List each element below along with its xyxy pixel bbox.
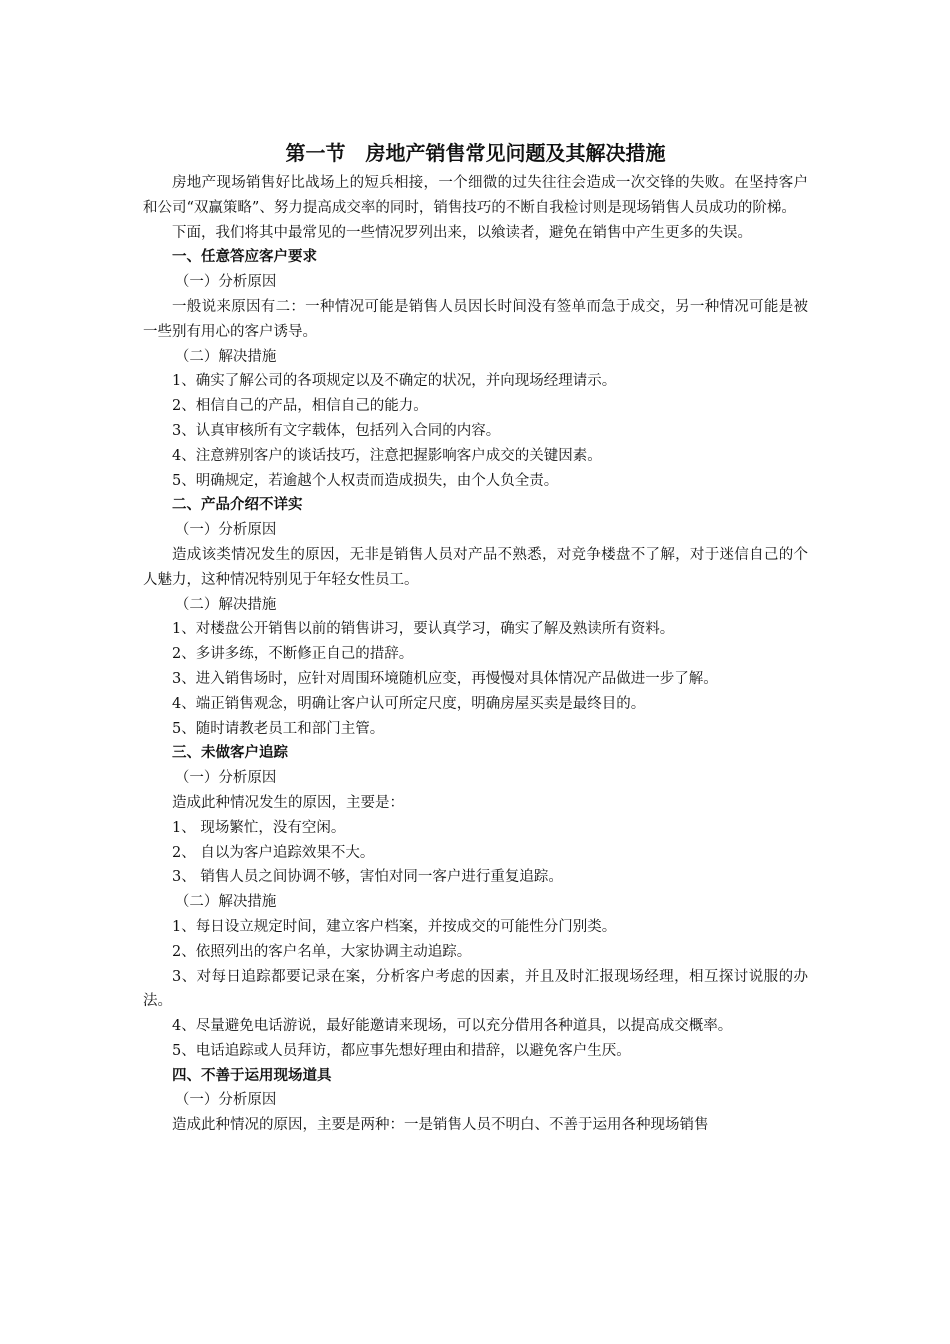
section-4 — [143, 1064, 808, 1138]
subheading-measures: （二）解决措施 — [174, 596, 277, 613]
measure-item: 2、相信自己的产品，相信自己的能力。 — [172, 398, 428, 415]
measure-item: 2、依照列出的客户名单，大家协调主动追踪。 — [172, 943, 472, 960]
measure-item: 1、确实了解公司的各项规定以及不确定的状况，并向现场经理请示。 — [172, 373, 617, 390]
page-title: 第一节 房地产销售常见问题及其解决措施 — [285, 141, 666, 165]
intro-paragraph: 房地产现场销售好比战场上的短兵相接，一个细微的过失往往会造成一次交锋的失败。在坚持客户和公司“双赢策略”、努力提高成交率的同时，销售技巧的不断自我检讨则是现场销售人员成功的阶梯。 — [143, 175, 808, 216]
section-3 — [143, 741, 808, 1063]
subheading-analysis: （一）分析原因 — [174, 1092, 277, 1109]
measure-item: 3、对每日追踪都要记录在案，分析客户考虑的因素，并且及时汇报现场经理，相互探讨说服的办法。 — [143, 968, 808, 1010]
measure-item: 2、多讲多练，不断修正自己的措辞。 — [172, 646, 414, 663]
measure-item: 5、明确规定，若逾越个人权责而造成损失，由个人负全责。 — [172, 472, 559, 489]
analysis-item: 2、 自以为客户追踪效果不大。 — [172, 844, 375, 861]
section-2 — [143, 493, 808, 741]
analysis-item: 3、 销售人员之间协调不够，害怕对同一客户进行重复追踪。 — [172, 869, 563, 886]
measure-item: 3、进入销售场时，应针对周围环境随机应变，再慢慢对具体情况产品做进一步了解。 — [172, 670, 718, 687]
subheading-analysis: （一）分析原因 — [174, 770, 277, 787]
analysis-paragraph: 一般说来原因有二：一种情况可能是销售人员因长时间没有签单而急于成交，另一种情况可能是被一些别有用心的客户诱导。 — [143, 298, 808, 340]
document-body — [143, 136, 808, 1138]
subheading-analysis: （一）分析原因 — [174, 522, 277, 539]
measure-item: 4、端正销售观念，明确让客户认可所定尺度，明确房屋买卖是最终目的。 — [172, 695, 646, 712]
analysis-paragraph: 造成此种情况发生的原因，主要是： — [172, 794, 404, 811]
measure-item: 1、对楼盘公开销售以前的销售讲习，要认真学习，确实了解及熟读所有资料。 — [172, 621, 675, 638]
analysis-item: 1、 现场繁忙，没有空闲。 — [172, 819, 346, 836]
measure-item: 5、随时请教老员工和部门主管。 — [172, 720, 385, 737]
analysis-paragraph: 造成此种情况的原因，主要是两种：一是销售人员不明白、不善于运用各种现场销售 — [172, 1117, 709, 1134]
measure-item: 4、注意辨别客户的谈话技巧，注意把握影响客户成交的关键因素。 — [172, 447, 602, 464]
subheading-measures: （二）解决措施 — [174, 894, 277, 911]
section-heading: 三、未做客户追踪 — [172, 745, 288, 762]
section-heading: 四、不善于运用现场道具 — [172, 1067, 332, 1084]
section-heading: 二、产品介绍不详实 — [172, 497, 303, 514]
section-heading: 一、任意答应客户要求 — [172, 249, 317, 266]
subheading-analysis: （一）分析原因 — [174, 274, 277, 291]
intro-paragraph: 下面，我们将其中最常见的一些情况罗列出来，以飨读者，避免在销售中产生更多的失误。 — [172, 224, 752, 241]
measure-item: 1、每日设立规定时间，建立客户档案，并按成交的可能性分门别类。 — [172, 918, 617, 935]
subheading-measures: （二）解决措施 — [174, 348, 277, 365]
measure-item: 4、尽量避免电话游说，最好能邀请来现场，可以充分借用各种道具，以提高成交概率。 — [172, 1018, 733, 1035]
section-1 — [143, 245, 808, 493]
measure-item: 5、电话追踪或人员拜访，都应事先想好理由和措辞，以避免客户生厌。 — [172, 1042, 631, 1059]
measure-item: 3、认真审核所有文字载体，包括列入合同的内容。 — [172, 422, 501, 439]
analysis-paragraph: 造成该类情况发生的原因，无非是销售人员对产品不熟悉，对竞争楼盘不了解，对于迷信自己的个人魅力，这种情况特别见于年轻女性员工。 — [143, 546, 808, 588]
